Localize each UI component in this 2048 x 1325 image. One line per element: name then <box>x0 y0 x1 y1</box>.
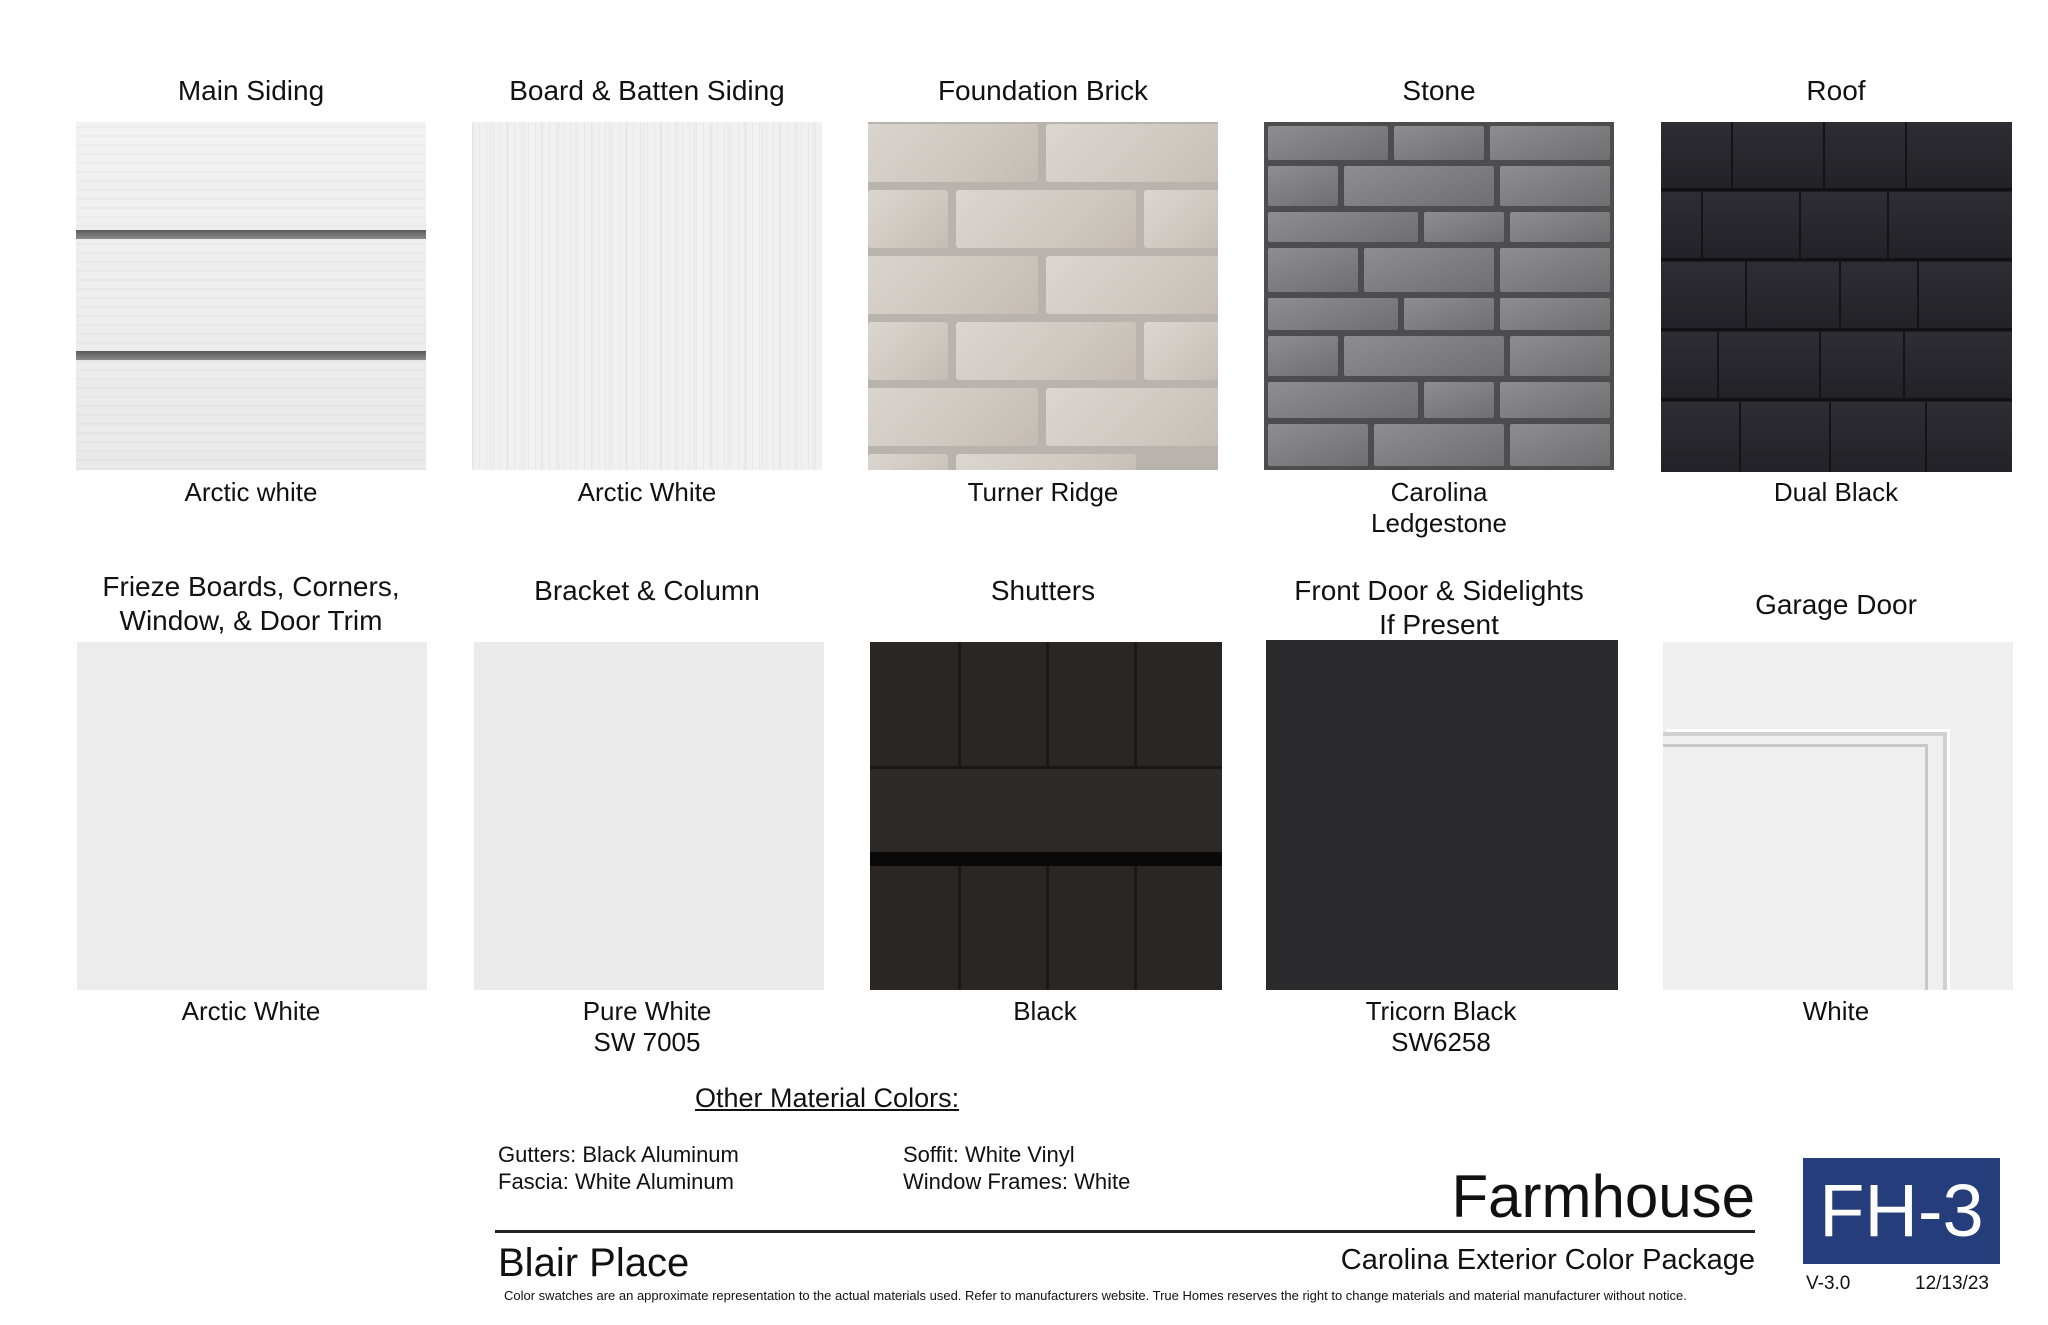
swatch-caption-line-1: Tricorn Black <box>1365 996 1517 1026</box>
swatch-title-line-2: If Present <box>1379 609 1499 640</box>
package-code-badge: FH-3 <box>1803 1158 2000 1264</box>
bracket-column-swatch-image <box>474 642 824 990</box>
board-batten-swatch-image <box>472 122 822 470</box>
swatch-caption-line-2: SW 7005 <box>593 1027 701 1057</box>
swatch-caption-line-2: SW6258 <box>1391 1027 1491 1057</box>
garage-door-swatch-image <box>1663 642 2013 990</box>
other-materials-heading: Other Material Colors: <box>695 1083 960 1113</box>
trim-swatch-image <box>77 642 427 990</box>
swatch-title-line-1: Frieze Boards, Corners, <box>102 571 400 602</box>
swatch-title-line-2: Window, & Door Trim <box>119 605 383 636</box>
fascia-text: Fascia: White Aluminum <box>498 1169 734 1194</box>
version-label: V-3.0 <box>1806 1273 1851 1294</box>
swatch-caption-line-2: Ledgestone <box>1371 508 1507 538</box>
date-label: 12/13/23 <box>1915 1273 1989 1294</box>
divider <box>495 1230 1755 1233</box>
swatch-title: Garage Door <box>1755 589 1917 620</box>
swatch-caption: White <box>1802 996 1870 1026</box>
style-name: Farmhouse <box>1451 1163 1755 1230</box>
swatch-caption-line-1: Carolina <box>1390 477 1488 507</box>
swatch-title: Shutters <box>990 575 1096 606</box>
swatch-caption-line-1: Pure White <box>582 996 712 1026</box>
main-siding-swatch-image <box>76 122 426 470</box>
front-door-swatch-image <box>1266 640 1618 990</box>
window-frames-text: Window Frames: White <box>903 1169 1131 1194</box>
swatch-caption: Black <box>1013 996 1077 1026</box>
swatch-title: Main Siding <box>177 75 325 106</box>
swatch-title: Board & Batten Siding <box>509 75 785 106</box>
swatch-caption: Arctic white <box>184 477 318 507</box>
soffit-text: Soffit: White Vinyl <box>903 1142 1075 1167</box>
stone-swatch-image <box>1264 122 1614 470</box>
shutters-swatch-image <box>870 642 1222 990</box>
swatch-title: Bracket & Column <box>534 575 760 606</box>
disclaimer-text: Color swatches are an approximate representation to the actual materials used. Refer to manufacturers website. True Homes reserves the right to change materials and material manufacturer without notice. <box>504 1288 1687 1303</box>
swatch-title: Stone <box>1402 75 1476 106</box>
swatch-caption: Arctic White <box>577 477 717 507</box>
swatch-caption: Turner Ridge <box>967 477 1119 507</box>
roof-swatch-image <box>1661 122 2012 472</box>
foundation-brick-swatch-image <box>868 122 1218 470</box>
swatch-title-line-1: Front Door & Sidelights <box>1294 575 1584 606</box>
community-name: Blair Place <box>498 1241 690 1285</box>
package-name: Carolina Exterior Color Package <box>1340 1244 1755 1276</box>
swatch-caption: Arctic White <box>181 996 321 1026</box>
swatch-caption: Dual Black <box>1773 477 1899 507</box>
swatch-title: Foundation Brick <box>937 75 1149 106</box>
gutters-text: Gutters: Black Aluminum <box>498 1142 739 1167</box>
swatch-title: Roof <box>1806 75 1866 106</box>
